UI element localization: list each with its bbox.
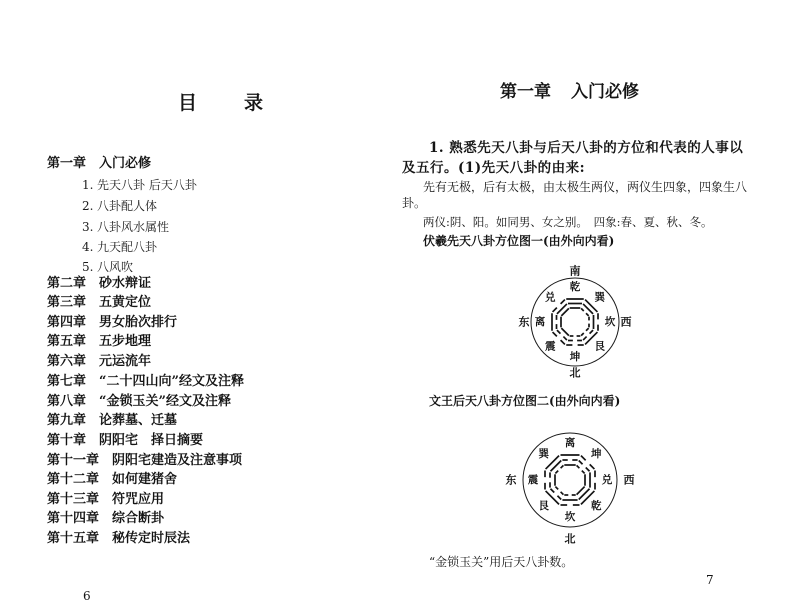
contents-title: 目 录 (178, 92, 267, 114)
trigram-name: 坤 (569, 351, 581, 363)
yao-line-broken (557, 496, 561, 500)
yao-line-broken (590, 330, 593, 333)
trigram-symbol (589, 313, 598, 330)
yao-line-broken (557, 330, 560, 333)
toc-chapter-title: “二十四山向”经文及注释 (99, 374, 244, 389)
toc-section-number: 4. (82, 240, 94, 254)
yao-line-broken (586, 313, 589, 316)
trigram-name: 坎 (564, 511, 576, 523)
toc-chapter-number: 第六章 (47, 354, 87, 369)
left-page-contents (0, 0, 396, 613)
toc-chapter-number: 第四章 (47, 315, 87, 330)
trigram-name: 离 (534, 316, 546, 328)
direction-label-top: 南 (569, 264, 581, 278)
toc-section-number: 2. (82, 199, 94, 213)
toc-section-title: 九天配八卦 (97, 240, 158, 254)
right-page-chapter-one (396, 0, 793, 613)
trigram-name: 坤 (590, 447, 602, 460)
toc-chapter-title: 五步地理 (99, 334, 152, 349)
direction-label-right: 西 (620, 315, 632, 329)
toc-section-1-4 (82, 239, 157, 255)
yao-line-broken (590, 464, 595, 469)
yao-line-broken (553, 332, 557, 336)
toc-chapter-9 (47, 413, 177, 429)
trigram-name: 乾 (569, 281, 581, 293)
trigram-symbol (561, 495, 580, 505)
diagram-2-caption: 文王后天八卦方位图二(由外向内看) (429, 394, 621, 408)
toc-chapter-title: 五黄定位 (99, 295, 152, 310)
yao-line-solid (561, 328, 569, 336)
page-number-left: 6 (83, 589, 91, 603)
toc-section-1-5 (82, 259, 133, 275)
yao-line-broken (582, 471, 585, 474)
intro-line-5: 两仪:阴、阳。如同男、女之别。 四象:春、夏、秋、冬。 (423, 215, 713, 229)
yao-line-broken (550, 489, 554, 493)
yao-line-solid (577, 487, 585, 495)
trigram-symbol (585, 471, 595, 490)
toc-chapter-number: 第七章 (47, 374, 87, 389)
yao-line-broken (586, 467, 590, 471)
intro-line-4: 卦。 (402, 196, 427, 210)
intro-line-3: 先有无极，后有太极，由太极生两仪，两仪生四象，四象生八 (423, 180, 748, 194)
toc-chapter-10 (47, 433, 203, 449)
yao-line-broken (581, 456, 586, 461)
intro-line-1: 1. 熟悉先天八卦与后天八卦的方位和代表的人事以 (429, 140, 744, 156)
toc-chapter-title: 入门必修 (99, 156, 152, 171)
trigram-symbol (561, 455, 580, 465)
yao-line-broken (581, 333, 584, 336)
page-number-right: 7 (706, 573, 714, 587)
direction-label-bottom: 北 (569, 366, 581, 380)
toc-chapter-number: 第十一章 (47, 453, 100, 468)
toc-section-1-2 (82, 198, 157, 214)
yao-line-broken (579, 460, 583, 464)
direction-label-right: 西 (623, 473, 635, 487)
yao-line-broken (555, 471, 558, 474)
fuxi-bagua-diagram (510, 257, 640, 387)
toc-chapter-number: 第一章 (47, 156, 87, 171)
toc-chapter-number: 第五章 (47, 334, 87, 349)
toc-chapter-title: 论葬墓、迁墓 (99, 413, 178, 428)
trigram-symbol (545, 471, 555, 490)
yao-line-broken (553, 308, 557, 312)
diagram-1-caption: 伏羲先天八卦方位图一(由外向内看) (423, 234, 615, 248)
toc-chapter-title: 男女胎次排行 (99, 315, 178, 330)
toc-chapter-number: 第十四章 (47, 511, 100, 526)
toc-chapter-number: 第十二章 (47, 472, 100, 487)
yao-line-broken (561, 465, 564, 468)
direction-label-left: 东 (518, 315, 530, 329)
toc-chapter-1 (47, 156, 151, 172)
toc-chapter-2 (47, 276, 151, 292)
toc-chapter-number: 第二章 (47, 276, 87, 291)
direction-label-left: 东 (505, 473, 517, 487)
toc-chapter-11 (47, 453, 242, 469)
toc-chapter-number: 第九章 (47, 413, 87, 428)
trigram-name: 艮 (594, 340, 605, 353)
toc-chapter-title: 秘传定时辰法 (112, 531, 191, 546)
toc-section-1-3 (82, 219, 169, 235)
trigram-name: 巽 (594, 291, 605, 304)
yao-line-broken (577, 465, 580, 468)
toc-chapter-title: 阴阳宅建造及注意事项 (112, 453, 243, 468)
intro-line-2: 及五行。(1)先天八卦的由来: (402, 160, 586, 176)
toc-chapter-5 (47, 334, 151, 350)
toc-chapter-title: 符咒应用 (112, 492, 165, 507)
trigram-name: 兑 (545, 291, 556, 304)
direction-label-bottom: 北 (564, 532, 576, 546)
toc-chapter-number: 第十五章 (47, 531, 100, 546)
toc-chapter-8 (47, 394, 231, 410)
yao-line-broken (561, 300, 565, 304)
trigram-name: 乾 (590, 500, 602, 513)
toc-chapter-4 (47, 315, 177, 331)
toc-chapter-title: 阴阳宅 择日摘要 (99, 433, 204, 448)
trigram-name: 坎 (604, 316, 616, 328)
yao-line-broken (583, 337, 586, 340)
trigram-name: 震 (527, 474, 539, 486)
toc-chapter-title: 综合断卦 (112, 511, 165, 526)
toc-section-title: 八风吹 (97, 260, 134, 274)
toc-chapter-12 (47, 472, 177, 488)
toc-chapter-number: 第三章 (47, 295, 87, 310)
trigram-symbol (566, 336, 583, 345)
toc-chapter-title: 砂水辩证 (99, 276, 152, 291)
toc-section-number: 3. (82, 220, 94, 234)
trigram-name: 巽 (538, 447, 550, 460)
yao-line-broken (581, 308, 584, 311)
chapter-heading-number: 第一章 (500, 82, 551, 102)
yao-line-broken (561, 492, 564, 495)
toc-chapter-13 (47, 492, 164, 508)
trigram-name: 兑 (601, 474, 613, 486)
toc-chapter-14 (47, 511, 164, 527)
toc-section-title: 八卦配人体 (97, 199, 158, 213)
toc-section-title: 八卦风水属性 (97, 220, 170, 234)
chapter-heading-title: 入门必修 (571, 82, 639, 102)
yao-line-broken (563, 337, 566, 340)
toc-section-1-1 (82, 177, 197, 193)
yao-line-broken (555, 487, 558, 490)
toc-chapter-title: 如何建猪舍 (112, 472, 178, 487)
trigram-symbol (552, 313, 561, 330)
toc-section-title: 先天八卦 后天八卦 (97, 178, 197, 192)
toc-chapter-6 (47, 354, 151, 370)
toc-chapter-3 (47, 295, 151, 311)
trigram-name: 震 (545, 340, 556, 353)
trigram-name: 离 (564, 437, 576, 449)
trigram-symbol (566, 299, 583, 308)
toc-chapter-title: 元运流年 (99, 354, 152, 369)
toc-chapter-number: 第十章 (47, 433, 87, 448)
toc-chapter-number: 第十三章 (47, 492, 100, 507)
closing-line: “金锁玉关”用后天八卦数。 (429, 555, 574, 569)
chapter-heading (500, 82, 639, 102)
king-wen-bagua-diagram (505, 415, 635, 545)
toc-chapter-title: “金锁玉关”经文及注释 (99, 394, 231, 409)
yao-line-broken (561, 340, 565, 344)
trigram-name: 艮 (538, 500, 550, 513)
toc-section-number: 5. (82, 260, 94, 274)
toc-chapter-number: 第八章 (47, 394, 87, 409)
toc-section-number: 1. (82, 178, 94, 192)
toc-chapter-7 (47, 374, 244, 390)
yao-line-broken (586, 328, 589, 331)
toc-chapter-15 (47, 531, 190, 547)
